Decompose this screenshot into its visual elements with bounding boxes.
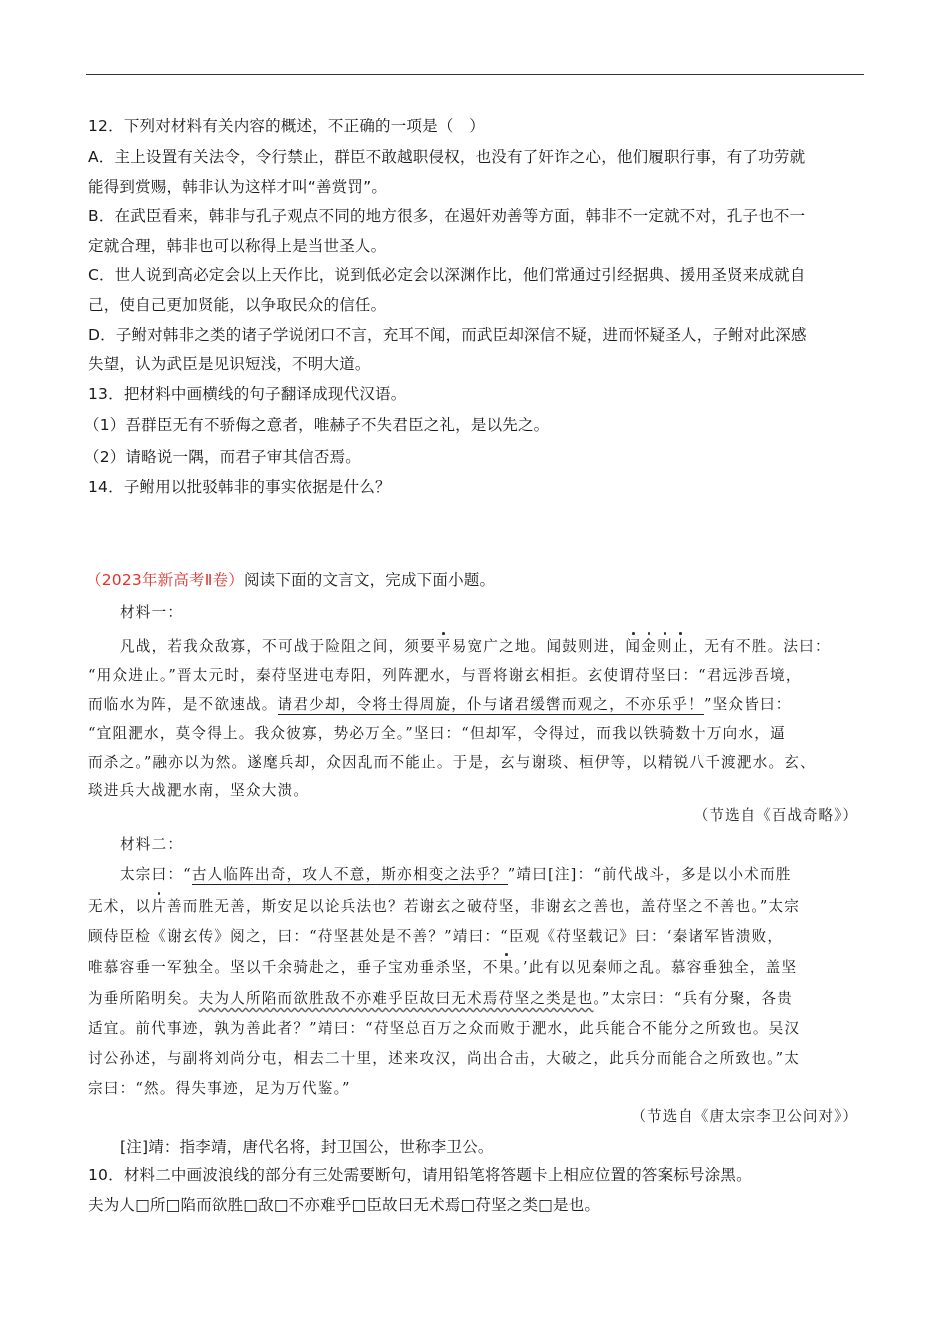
text-run: 太宗曰：“ (120, 866, 192, 883)
q12-option-a-line2: 能得到赏赐，韩非认为这样才叫“善赏罚”。 (88, 178, 388, 196)
wavy-underlined-sentence: 夫为人所陷而欲胜敌不亦难乎臣故曰无术焉苻坚之类是也 (198, 990, 594, 1007)
dotted-char: 止 (672, 638, 689, 655)
dotted-char: 闻 (625, 638, 642, 655)
underlined-sentence: 请君少却，令将士得周旋，仆与诸君缓辔而观之，不亦乐乎！ (277, 696, 704, 713)
material-2-source: （节选自《唐太宗李卫公问对》） (631, 1108, 858, 1125)
q13-sentence-1: （1）吾群臣无有不骄侮之意者，唯赫子不失君臣之礼，是以先之。 (84, 416, 550, 434)
passage-intro (86, 569, 495, 591)
material-2-line-3: 顾侍臣检《谢玄传》阅之，曰：“苻坚甚处是不善？”靖曰：“臣观《苻坚载记》曰：‘秦诸军皆溃败， (88, 928, 784, 945)
q10-stem: 10．材料二中画波浪线的部分有三处需要断句，请用铅笔将答题卡上相应位置的答案标号涂黑。 (88, 1166, 752, 1184)
exam-source-tag: （2023年新高考Ⅱ卷） (86, 571, 244, 589)
text-run: ”靖曰[注]：“前代战斗，多是以小术而胜 (507, 866, 792, 883)
q12-option-d-line2: 失望，认为武臣是见识短浅，不明大道。 (88, 355, 371, 373)
q12-option-c-line2: 己，使自己更加贤能，以争取民众的信任。 (88, 296, 387, 314)
q13-stem: 13．把材料中画横线的句子翻译成现代汉语。 (88, 385, 407, 403)
material-2-line-2 (88, 896, 800, 918)
q14-stem: 14．子鲋用以批驳韩非的事实依据是什么？ (88, 478, 391, 496)
dotted-char: 金 (641, 638, 658, 655)
q12-option-d-line1: D．子鲋对韩非之类的诸子学说闭口不言，充耳不闻，而武臣却深信不疑，进而怀疑圣人，子鲋对此深感 (88, 326, 807, 344)
passage-instruction: 阅读下面的文言文，完成下面小题。 (243, 571, 496, 589)
material-1-label: 材料一： (120, 604, 184, 621)
passage-footnote: [注]靖：指李靖，唐代名将，封卫国公，世称李卫公。 (120, 1138, 494, 1156)
q12-option-b-line2: 定就合理，韩非也可以称得上是当世圣人。 (88, 237, 387, 255)
text-run: ，无有不胜。法曰： (688, 638, 831, 655)
dotted-char: 片 (151, 898, 167, 915)
material-1-source: （节选自《百战奇略》） (693, 807, 858, 824)
material-2-line-7: 讨公孙述，与副将刘尚分屯，相去二十里，述来攻汉，尚出合击，大破之，此兵分而能合之所致也。”太 (88, 1050, 801, 1067)
text-run: 。’此有以见秦师之乱。慕容垂独全，盖坚 (514, 959, 798, 976)
material-2-line-1 (120, 864, 792, 886)
material-2-line-5 (88, 988, 793, 1010)
q12-option-b-line1: B．在武臣看来，韩非与孔子观点不同的地方很多，在遏奸劝善等方面，韩非不一定就不对，孔子也不一 (88, 207, 806, 225)
material-2-line-8: 宗曰：“然。得失事迹，足为万代鉴。” (88, 1080, 351, 1097)
material-2-label: 材料二： (120, 836, 184, 853)
dotted-chars (625, 638, 688, 655)
material-1-line-3 (88, 694, 792, 716)
text-run: 为垂所陷明矣。 (88, 990, 199, 1007)
q12-stem: 12．下列对材料有关内容的概述，不正确的一项是（ ） (88, 117, 485, 135)
material-1-line-4: “宜阻淝水，莫令得上。我众彼寡，势必万全。”坚曰：“但却军，令得过，而我以铁骑数十万向水，逼 (88, 725, 786, 742)
dotted-char: 平 (435, 638, 452, 655)
material-1-line-1 (120, 636, 831, 658)
header-rule (86, 74, 864, 75)
text-run: ”坚众皆曰： (703, 696, 792, 713)
dotted-char: 则 (657, 638, 673, 655)
q12-option-c-line1: C．世人说到高必定会以上天作比，说到低必定会以深渊作比，他们常通过引经据典、援用圣贤来成就自 (88, 266, 806, 284)
text-run: 无术，以 (88, 898, 152, 915)
text-run: 凡战，若我众敌寡，不可战于险阻之间，须要 (120, 638, 436, 655)
text-run: 易宽广之地。闻鼓则进， (451, 638, 626, 655)
material-2-line-4 (88, 957, 797, 979)
material-1-line-2: “用众进止。”晋太元时，秦苻坚进屯寿阳，列阵淝水，与晋将谢玄相拒。玄使谓苻坚曰：“君远涉吾境， (88, 667, 802, 684)
material-1-line-6: 琰进兵大战淝水南，坚众大溃。 (88, 782, 310, 799)
material-2-line-6: 适宜。前代事迹，孰为善此者？”靖曰：“苻坚总百万之众而败于淝水，此兵能合不能分之所致也。吴汉 (88, 1020, 801, 1037)
q12-option-a-line1: A．主上设置有关法令，令行禁止，群臣不敢越职侵权，也没有了奸诈之心，他们履职行事，有了功劳就 (88, 148, 806, 166)
text-run: 善而胜无善，斯安足以论兵法也？若谢玄之破苻坚，非谢玄之善也，盖苻坚之不善也。”太宗 (166, 898, 801, 915)
dotted-char: 果 (498, 959, 515, 976)
q10-answer-line: 夫为人□所□陷而欲胜□敌□不亦难乎□臣故曰无术焉□苻坚之类□是也。 (88, 1196, 601, 1214)
text-run: 。”太宗曰：“兵有分聚，各贵 (593, 990, 793, 1007)
text-run: 而临水为阵，是不欲速战。 (88, 696, 278, 713)
q13-sentence-2: （2）请略说一隅，而君子审其信否焉。 (84, 448, 361, 466)
text-run: 唯慕容垂一军独全。坚以千余骑赴之，垂子宝劝垂杀坚，不 (88, 959, 499, 976)
underlined-sentence: 古人临阵出奇，攻人不意，斯亦相变之法乎？ (191, 866, 508, 883)
material-1-line-5: 而杀之。”融亦以为然。遂麾兵却，众因乱而不能止。于是，玄与谢琰、桓伊等，以精锐八千渡淝水。玄、 (88, 754, 816, 771)
